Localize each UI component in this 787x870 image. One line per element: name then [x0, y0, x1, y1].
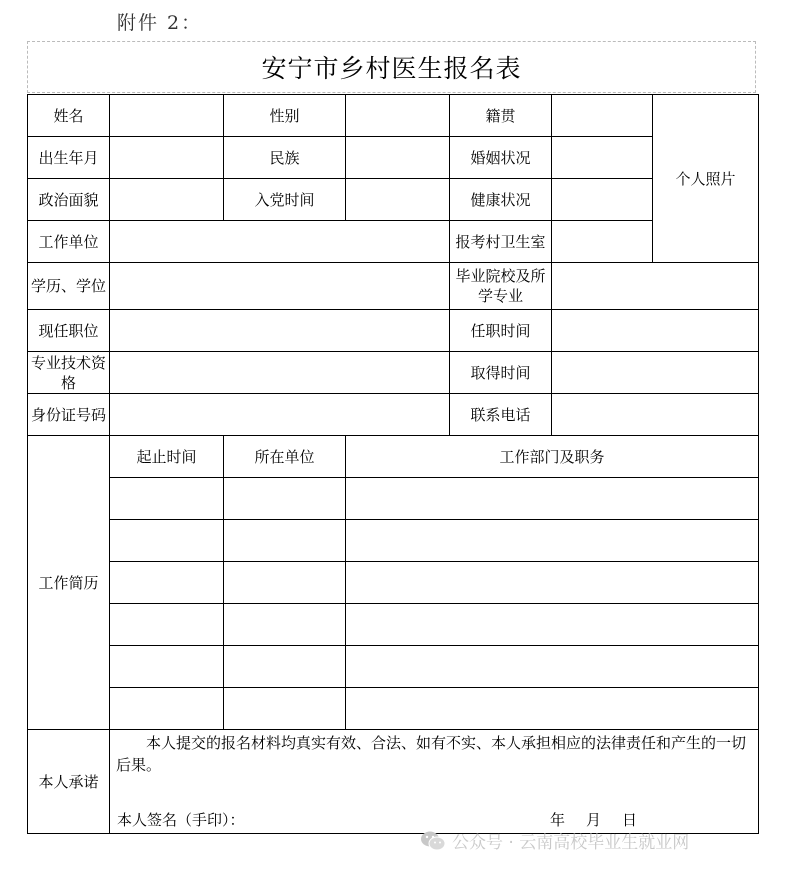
education-input[interactable]: [110, 263, 450, 310]
resume-period-input[interactable]: [110, 604, 224, 646]
resume-col-period: 起止时间: [110, 436, 224, 478]
resume-dept-input[interactable]: [346, 646, 759, 688]
resume-row: [28, 520, 759, 562]
form-row: [28, 95, 759, 137]
political-input[interactable]: [110, 179, 224, 221]
registration-form: [27, 94, 759, 834]
wechat-icon: [420, 830, 446, 852]
resume-unit-input[interactable]: [224, 604, 346, 646]
ethnicity-label: 民族: [224, 137, 346, 179]
resume-row: [28, 604, 759, 646]
resume-period-input[interactable]: [110, 688, 224, 730]
pledge-label: 本人承诺: [28, 730, 110, 834]
birth-label: 出生年月: [28, 137, 110, 179]
date-day-label: 日: [622, 811, 638, 829]
resume-dept-input[interactable]: [346, 520, 759, 562]
watermark-text: 公众号 · 云南高校毕业生就业网: [452, 833, 690, 853]
ethnicity-input[interactable]: [346, 137, 450, 179]
gender-label: 性别: [224, 95, 346, 137]
health-label: 健康状况: [450, 179, 552, 221]
obtain-date-label: 取得时间: [450, 352, 552, 394]
work-unit-input[interactable]: [110, 221, 450, 263]
resume-unit-input[interactable]: [224, 520, 346, 562]
resume-row: [28, 688, 759, 730]
resume-dept-input[interactable]: [346, 604, 759, 646]
id-number-label: 身份证号码: [28, 394, 110, 436]
resume-unit-input[interactable]: [224, 688, 346, 730]
obtain-date-input[interactable]: [552, 352, 759, 394]
party-date-input[interactable]: [346, 179, 450, 221]
date-month-label: 月: [586, 811, 602, 829]
health-input[interactable]: [552, 179, 653, 221]
native-place-input[interactable]: [552, 95, 653, 137]
birth-input[interactable]: [110, 137, 224, 179]
marital-input[interactable]: [552, 137, 653, 179]
resume-unit-input[interactable]: [224, 646, 346, 688]
resume-unit-input[interactable]: [224, 478, 346, 520]
resume-period-input[interactable]: [110, 646, 224, 688]
position-input[interactable]: [110, 310, 450, 352]
position-date-input[interactable]: [552, 310, 759, 352]
resume-period-input[interactable]: [110, 520, 224, 562]
apply-clinic-input[interactable]: [552, 221, 653, 263]
qualification-label: 专业技术资格: [28, 352, 110, 394]
watermark: [420, 828, 689, 853]
work-unit-label: 工作单位: [28, 221, 110, 263]
marital-label: 婚姻状况: [450, 137, 552, 179]
position-label: 现任职位: [28, 310, 110, 352]
resume-row: [28, 562, 759, 604]
native-place-label: 籍贯: [450, 95, 552, 137]
resume-period-input[interactable]: [110, 562, 224, 604]
resume-col-unit: 所在单位: [224, 436, 346, 478]
resume-header-row: [28, 436, 759, 478]
education-label: 学历、学位: [28, 263, 110, 310]
resume-dept-input[interactable]: [346, 562, 759, 604]
photo-label: 个人照片: [675, 169, 736, 188]
resume-row: [28, 646, 759, 688]
attachment-label: 附件 2：: [117, 12, 203, 34]
qualification-input[interactable]: [110, 352, 450, 394]
photo-box[interactable]: [653, 95, 759, 263]
pledge-row: [28, 730, 759, 834]
resume-period-input[interactable]: [110, 478, 224, 520]
form-title: 安宁市乡村医生报名表: [261, 54, 522, 83]
resume-dept-input[interactable]: [346, 688, 759, 730]
pledge-cell: [110, 730, 759, 834]
form-row: [28, 394, 759, 436]
form-row: [28, 352, 759, 394]
phone-input[interactable]: [552, 394, 759, 436]
school-major-label: 毕业院校及所学专业: [450, 263, 552, 310]
form-title-box: [27, 41, 756, 93]
name-label: 姓名: [28, 95, 110, 137]
form-row: [28, 221, 759, 263]
political-label: 政治面貌: [28, 179, 110, 221]
date-year-label: 年: [550, 811, 566, 829]
resume-row: [28, 478, 759, 520]
resume-col-dept: 工作部门及职务: [346, 436, 759, 478]
resume-dept-input[interactable]: [346, 478, 759, 520]
form-row: [28, 137, 759, 179]
party-date-label: 入党时间: [224, 179, 346, 221]
id-number-input[interactable]: [110, 394, 450, 436]
school-major-input[interactable]: [552, 263, 759, 310]
position-date-label: 任职时间: [450, 310, 552, 352]
signature-label: 本人签名（手印）：: [117, 811, 245, 829]
form-row: [28, 179, 759, 221]
pledge-text: 本人提交的报名材料均真实有效、合法、如有不实、本人承担相应的法律责任和产生的一切后果。: [116, 734, 747, 774]
resume-label: 工作简历: [28, 436, 110, 730]
apply-clinic-label: 报考村卫生室: [450, 221, 552, 263]
phone-label: 联系电话: [450, 394, 552, 436]
form-row: [28, 263, 759, 310]
resume-unit-input[interactable]: [224, 562, 346, 604]
gender-input[interactable]: [346, 95, 450, 137]
name-input[interactable]: [110, 95, 224, 137]
form-row: [28, 310, 759, 352]
